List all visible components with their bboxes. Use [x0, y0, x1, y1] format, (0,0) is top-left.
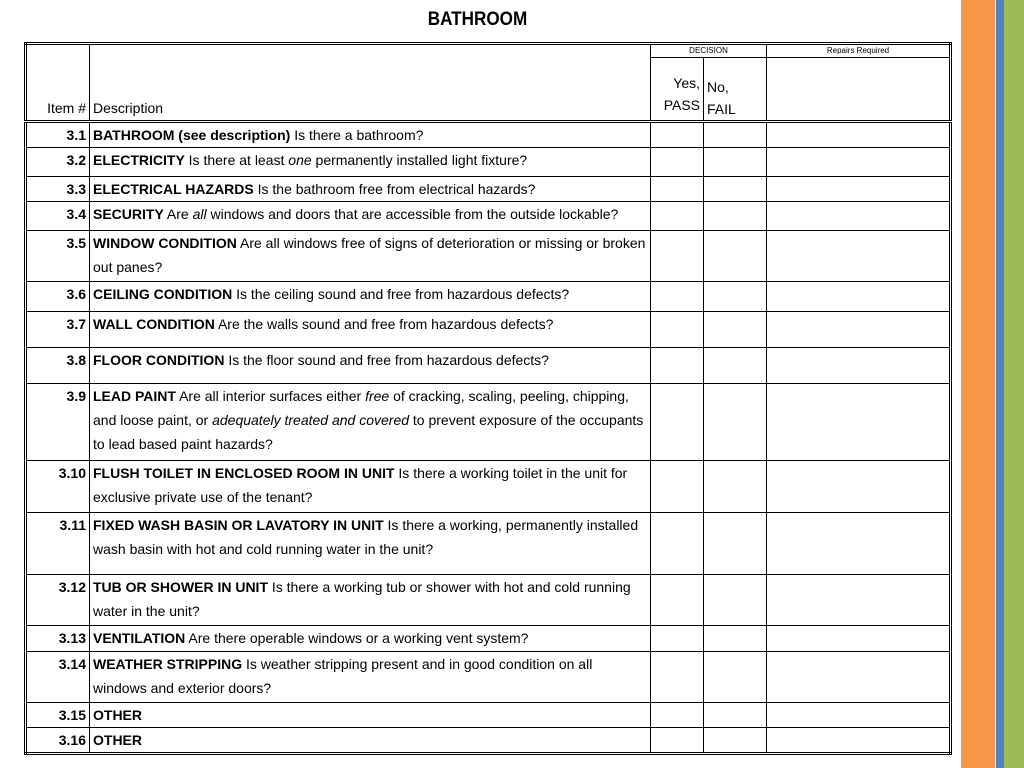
item-description: BATHROOM (see description) Is there a bathroom?	[90, 122, 651, 148]
repairs-cell[interactable]	[767, 202, 951, 231]
repairs-cell[interactable]	[767, 282, 951, 312]
table-row	[26, 177, 951, 202]
decor-stripe-green	[1004, 0, 1024, 768]
pass-cell[interactable]	[651, 575, 704, 626]
item-description: FLUSH TOILET IN ENCLOSED ROOM IN UNIT Is there a working toilet in the unit for exclusive private use of the tenant?	[90, 461, 651, 513]
fail-label: FAIL	[707, 101, 736, 117]
fail-cell[interactable]	[704, 231, 767, 282]
decor-stripe-orange	[961, 0, 995, 768]
yes-pass-header	[651, 58, 704, 122]
item-number: 3.9	[26, 384, 90, 461]
description-header: Description	[90, 44, 651, 122]
pass-cell[interactable]	[651, 282, 704, 312]
repairs-cell[interactable]	[767, 575, 951, 626]
inspection-table	[24, 42, 952, 755]
pass-cell[interactable]	[651, 122, 704, 148]
table-row	[26, 513, 951, 575]
pass-cell[interactable]	[651, 312, 704, 348]
item-number: 3.1	[26, 122, 90, 148]
fail-cell[interactable]	[704, 652, 767, 703]
repairs-cell[interactable]	[767, 384, 951, 461]
table-row	[26, 575, 951, 626]
item-description: LEAD PAINT Are all interior surfaces either free of cracking, scaling, peeling, chipping, and loose paint, or adequately treated and covered to prevent exposure of the occupants to lead based paint hazards?	[90, 384, 651, 461]
repairs-cell[interactable]	[767, 513, 951, 575]
repairs-cell[interactable]	[767, 652, 951, 703]
pass-cell[interactable]	[651, 626, 704, 652]
item-number: 3.16	[26, 728, 90, 754]
fail-cell[interactable]	[704, 282, 767, 312]
item-number: 3.13	[26, 626, 90, 652]
table-row	[26, 202, 951, 231]
item-description: OTHER	[90, 703, 651, 728]
table-row	[26, 282, 951, 312]
pass-cell[interactable]	[651, 177, 704, 202]
repairs-required-header: Repairs Required	[767, 44, 951, 58]
repairs-required-blank	[767, 58, 951, 122]
no-fail-header	[704, 58, 767, 122]
item-number: 3.14	[26, 652, 90, 703]
fail-cell[interactable]	[704, 384, 767, 461]
fail-cell[interactable]	[704, 122, 767, 148]
repairs-cell[interactable]	[767, 348, 951, 384]
item-description: OTHER	[90, 728, 651, 754]
repairs-cell[interactable]	[767, 231, 951, 282]
item-number: 3.10	[26, 461, 90, 513]
repairs-cell[interactable]	[767, 461, 951, 513]
pass-cell[interactable]	[651, 728, 704, 754]
decision-header: DECISION	[651, 44, 767, 58]
decor-stripe-blue	[996, 0, 1004, 768]
pass-cell[interactable]	[651, 384, 704, 461]
fail-cell[interactable]	[704, 202, 767, 231]
item-description: VENTILATION Are there operable windows or a working vent system?	[90, 626, 651, 652]
table-row	[26, 348, 951, 384]
page-title: BATHROOM	[427, 9, 528, 30]
fail-cell[interactable]	[704, 703, 767, 728]
fail-cell[interactable]	[704, 513, 767, 575]
item-number-header: Item #	[26, 44, 90, 122]
item-description: WALL CONDITION Are the walls sound and free from hazardous defects?	[90, 312, 651, 348]
repairs-cell[interactable]	[767, 703, 951, 728]
repairs-cell[interactable]	[767, 148, 951, 177]
fail-cell[interactable]	[704, 461, 767, 513]
item-description: WEATHER STRIPPING Is weather stripping present and in good condition on all windows and exterior doors?	[90, 652, 651, 703]
table-row	[26, 122, 951, 148]
table-row	[26, 626, 951, 652]
fail-cell[interactable]	[704, 575, 767, 626]
pass-label: PASS	[663, 97, 700, 113]
item-number: 3.6	[26, 282, 90, 312]
item-number: 3.8	[26, 348, 90, 384]
repairs-cell[interactable]	[767, 122, 951, 148]
repairs-cell[interactable]	[767, 312, 951, 348]
table-row	[26, 461, 951, 513]
item-number: 3.15	[26, 703, 90, 728]
pass-cell[interactable]	[651, 231, 704, 282]
item-description: ELECTRICITY Is there at least one permanently installed light fixture?	[90, 148, 651, 177]
item-number: 3.4	[26, 202, 90, 231]
item-number: 3.7	[26, 312, 90, 348]
fail-cell[interactable]	[704, 626, 767, 652]
item-number: 3.11	[26, 513, 90, 575]
item-description: TUB OR SHOWER IN UNIT Is there a working tub or shower with hot and cold running water in the unit?	[90, 575, 651, 626]
item-number: 3.12	[26, 575, 90, 626]
pass-cell[interactable]	[651, 652, 704, 703]
item-description: FLOOR CONDITION Is the floor sound and free from hazardous defects?	[90, 348, 651, 384]
item-description: CEILING CONDITION Is the ceiling sound and free from hazardous defects?	[90, 282, 651, 312]
table-row	[26, 728, 951, 754]
fail-cell[interactable]	[704, 148, 767, 177]
repairs-cell[interactable]	[767, 728, 951, 754]
pass-cell[interactable]	[651, 703, 704, 728]
fail-cell[interactable]	[704, 348, 767, 384]
fail-cell[interactable]	[704, 728, 767, 754]
item-description: WINDOW CONDITION Are all windows free of signs of deterioration or missing or broken out panes?	[90, 231, 651, 282]
item-number: 3.3	[26, 177, 90, 202]
table-row	[26, 384, 951, 461]
fail-cell[interactable]	[704, 177, 767, 202]
table-row	[26, 231, 951, 282]
pass-cell[interactable]	[651, 461, 704, 513]
item-number: 3.2	[26, 148, 90, 177]
item-description: SECURITY Are all windows and doors that are accessible from the outside lockable?	[90, 202, 651, 231]
repairs-cell[interactable]	[767, 626, 951, 652]
no-label: No,	[707, 79, 729, 95]
fail-cell[interactable]	[704, 312, 767, 348]
pass-cell[interactable]	[651, 513, 704, 575]
item-description: FIXED WASH BASIN OR LAVATORY IN UNIT Is there a working, permanently installed wash basin with hot and cold running water in the unit?	[90, 513, 651, 575]
pass-cell[interactable]	[651, 202, 704, 231]
decision-header-row	[26, 44, 951, 58]
yes-label: Yes,	[673, 75, 700, 91]
repairs-cell[interactable]	[767, 177, 951, 202]
item-description: ELECTRICAL HAZARDS Is the bathroom free from electrical hazards?	[90, 177, 651, 202]
table-row	[26, 703, 951, 728]
table-row	[26, 148, 951, 177]
item-number: 3.5	[26, 231, 90, 282]
table-row	[26, 312, 951, 348]
pass-cell[interactable]	[651, 148, 704, 177]
table-row	[26, 652, 951, 703]
pass-cell[interactable]	[651, 348, 704, 384]
